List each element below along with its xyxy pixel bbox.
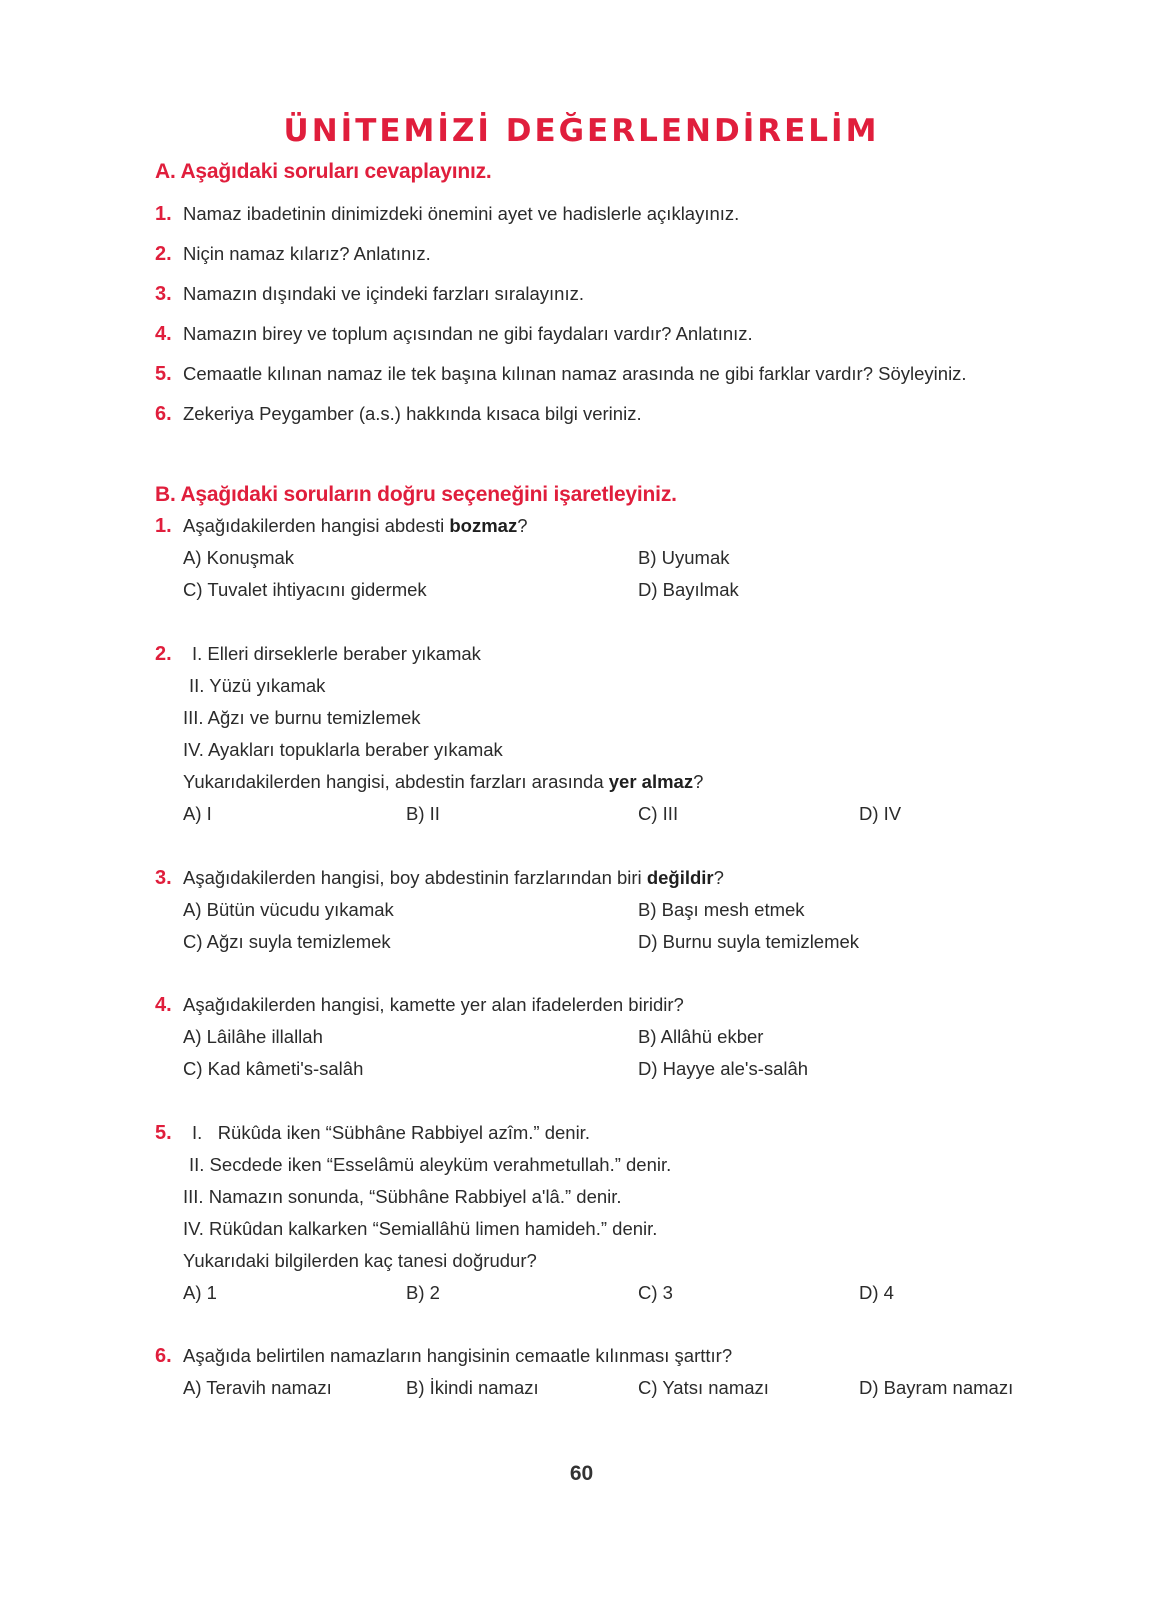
question-text: Aşağıda belirtilen namazların hangisinin cemaatle kılınması şarttır? <box>183 1345 733 1366</box>
option-b[interactable]: B) Başı mesh etmek <box>638 899 805 920</box>
option-c[interactable]: C) Tuvalet ihtiyacını gidermek <box>183 579 427 600</box>
option-c[interactable]: C) 3 <box>638 1282 673 1303</box>
statement-item: II. Yüzü yıkamak <box>189 675 326 696</box>
option-d[interactable]: D) IV <box>859 803 902 824</box>
question-text: Aşağıdakilerden hangisi abdesti bozmaz? <box>183 515 528 536</box>
option-b[interactable]: B) 2 <box>406 1282 440 1303</box>
question-number: 6. <box>155 403 172 425</box>
section-b-heading: B. Aşağıdaki soruların doğru seçeneğini işaretleyiniz. <box>155 483 677 506</box>
option-c[interactable]: C) Yatsı namazı <box>638 1377 769 1398</box>
question-number: 3. <box>155 867 172 889</box>
option-d[interactable]: D) Hayye ale's-salâh <box>638 1058 809 1079</box>
option-a[interactable]: A) Lâilâhe illallah <box>183 1026 323 1047</box>
option-c[interactable]: C) III <box>638 803 679 824</box>
question-number: 4. <box>155 994 172 1016</box>
page-title: ÜNİTEMİZİ DEĞERLENDİRELİM <box>283 113 880 149</box>
option-c[interactable]: C) Ağzı suyla temizlemek <box>183 931 391 952</box>
statement-item: III. Ağzı ve burnu temizlemek <box>183 707 421 728</box>
question-number: 6. <box>155 1345 172 1367</box>
section-a-heading: A. Aşağıdaki soruları cevaplayınız. <box>155 160 492 183</box>
question-number: 1. <box>155 203 172 225</box>
question-text: Niçin namaz kılarız? Anlatınız. <box>183 243 431 264</box>
option-a[interactable]: A) Konuşmak <box>183 547 295 568</box>
option-d[interactable]: D) Burnu suyla temizlemek <box>638 931 860 952</box>
option-d[interactable]: D) Bayılmak <box>638 579 739 600</box>
question-text: Aşağıdakilerden hangisi, kamette yer alan ifadelerden biridir? <box>183 994 684 1015</box>
statement-item: I. Elleri dirseklerle beraber yıkamak <box>192 643 481 664</box>
statement-item: IV. Rükûdan kalkarken “Semiallâhü limen hamideh.” denir. <box>183 1218 658 1239</box>
question-number: 1. <box>155 515 172 537</box>
option-d[interactable]: D) Bayram namazı <box>859 1377 1014 1398</box>
page-number: 60 <box>569 1462 594 1485</box>
question-stem: Yukarıdaki bilgilerden kaç tanesi doğrudur? <box>183 1250 537 1271</box>
statement-item: IV. Ayakları topuklarla beraber yıkamak <box>183 739 503 760</box>
question-text: Aşağıdakilerden hangisi, boy abdestinin farzlarından biri değildir? <box>183 867 724 888</box>
statement-item: II. Secdede iken “Esselâmü aleyküm verahmetullah.” denir. <box>189 1154 672 1175</box>
statement-item: III. Namazın sonunda, “Sübhâne Rabbiyel a'lâ.” denir. <box>183 1186 622 1207</box>
question-stem: Yukarıdakilerden hangisi, abdestin farzları arasında yer almaz? <box>183 771 704 792</box>
option-b[interactable]: B) İkindi namazı <box>406 1377 539 1398</box>
question-text: Zekeriya Peygamber (a.s.) hakkında kısaca bilgi veriniz. <box>183 403 642 424</box>
question-text: Namaz ibadetinin dinimizdeki önemini ayet ve hadislerle açıklayınız. <box>183 203 740 224</box>
option-b[interactable]: B) II <box>406 803 440 824</box>
question-number: 5. <box>155 1122 172 1144</box>
question-text: Cemaatle kılınan namaz ile tek başına kılınan namaz arasında ne gibi farklar vardır? Söyleyiniz. <box>183 363 967 384</box>
question-text: Namazın dışındaki ve içindeki farzları sıralayınız. <box>183 283 584 304</box>
question-text: Namazın birey ve toplum açısından ne gibi faydaları vardır? Anlatınız. <box>183 323 753 344</box>
question-number: 3. <box>155 283 172 305</box>
option-b[interactable]: B) Uyumak <box>638 547 730 568</box>
question-number: 5. <box>155 363 172 385</box>
option-b[interactable]: B) Allâhü ekber <box>638 1026 764 1047</box>
option-d[interactable]: D) 4 <box>859 1282 894 1303</box>
option-a[interactable]: A) Teravih namazı <box>183 1377 332 1398</box>
question-number: 2. <box>155 243 172 265</box>
question-number: 2. <box>155 643 172 665</box>
option-a[interactable]: A) I <box>183 803 212 824</box>
question-number: 4. <box>155 323 172 345</box>
option-c[interactable]: C) Kad kâmeti's-salâh <box>183 1058 364 1079</box>
option-a[interactable]: A) 1 <box>183 1282 217 1303</box>
statement-item: I. Rükûda iken “Sübhâne Rabbiyel azîm.” denir. <box>192 1122 590 1143</box>
option-a[interactable]: A) Bütün vücudu yıkamak <box>183 899 394 920</box>
